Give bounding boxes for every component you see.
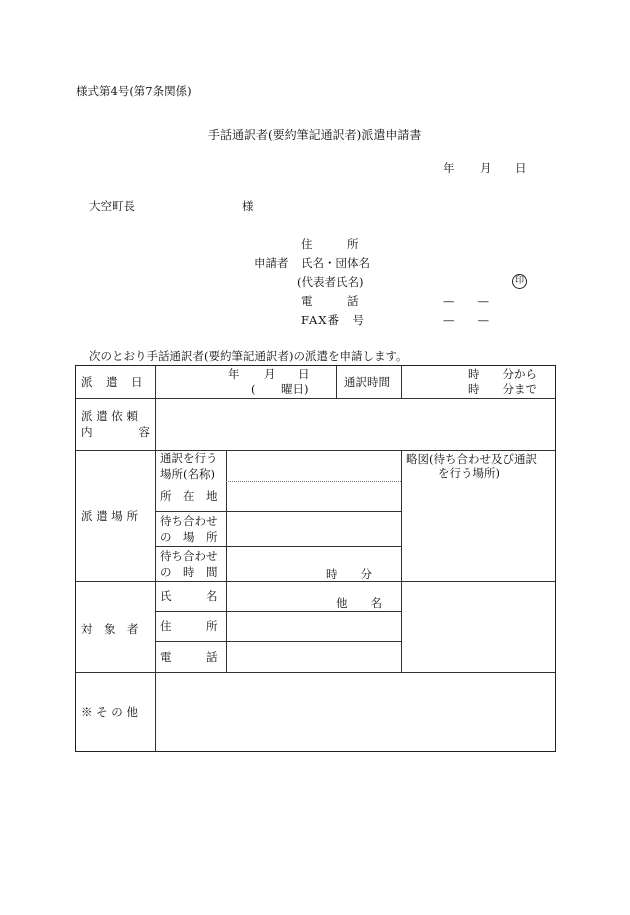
dispatch-date-weekday-open: ( bbox=[251, 382, 256, 396]
map-column-divider bbox=[401, 450, 402, 672]
dotted-divider bbox=[226, 481, 401, 482]
meet-time-label-line1: 待ち合わせ bbox=[160, 549, 218, 563]
request-content-label-line2: 内 容 bbox=[81, 425, 150, 439]
dispatch-date-month: 月 bbox=[264, 367, 276, 381]
applicant-address-label: 住 所 bbox=[301, 237, 359, 251]
interpret-time-label: 通訳時間 bbox=[344, 375, 390, 389]
dispatch-place-label: 派 遣 場 所 bbox=[81, 509, 138, 523]
sublabel-column-divider bbox=[226, 450, 227, 672]
row-divider bbox=[76, 398, 555, 399]
applicant-representative-label: (代表者氏名) bbox=[297, 275, 364, 289]
row-divider bbox=[76, 672, 555, 673]
map-label-line2: を行う場所) bbox=[438, 466, 500, 480]
interpret-time-from: 時 分から bbox=[468, 367, 537, 381]
row-divider bbox=[156, 546, 401, 547]
request-form-table bbox=[75, 365, 556, 752]
location-label: 所 在 地 bbox=[160, 489, 218, 503]
meet-place-label-line1: 待ち合わせ bbox=[160, 514, 218, 528]
column-divider bbox=[336, 366, 337, 398]
request-content-label-line1: 派 遣 依 頼 bbox=[81, 409, 138, 423]
row-divider bbox=[76, 581, 555, 582]
target-person-label: 対 象 者 bbox=[81, 622, 139, 636]
target-others-count: 他 名 bbox=[336, 596, 382, 610]
applicant-fax-label: FAX番 号 bbox=[301, 313, 365, 327]
applicant-phone-label: 電 話 bbox=[301, 294, 359, 308]
form-number: 様式第4号(第7条関係) bbox=[76, 84, 192, 98]
row-divider bbox=[156, 641, 401, 642]
applicant-label: 申請者 bbox=[254, 256, 289, 270]
applicant-name-label: 氏名・団体名 bbox=[301, 256, 370, 270]
form-title: 手話通訳者(要約筆記通訳者)派遣申請書 bbox=[208, 128, 422, 142]
venue-label-line2: 場所(名称) bbox=[160, 467, 215, 481]
intro-text: 次のとおり手話通訳者(要約筆記通訳者)の派遣を申請します。 bbox=[89, 349, 408, 363]
meet-time-label-line2: の 時 間 bbox=[160, 565, 218, 579]
applicant-phone-dashes: — — bbox=[443, 294, 489, 308]
date-month: 月 bbox=[480, 161, 492, 175]
dispatch-date-year: 年 bbox=[228, 367, 240, 381]
target-address-label: 住 所 bbox=[160, 619, 218, 633]
other-notes-label: ※ そ の 他 bbox=[81, 705, 138, 719]
addressee-name: 大空町長 bbox=[89, 199, 135, 213]
meet-place-label-line2: の 場 所 bbox=[160, 530, 218, 544]
meet-time-value: 時 分 bbox=[326, 567, 372, 581]
label-column-divider bbox=[155, 366, 156, 751]
venue-label-line1: 通訳を行う bbox=[160, 451, 218, 465]
interpret-time-to: 時 分まで bbox=[468, 382, 537, 396]
row-divider bbox=[156, 611, 401, 612]
dispatch-date-label: 派 遣 日 bbox=[81, 375, 144, 389]
date-day: 日 bbox=[515, 161, 527, 175]
row-divider bbox=[156, 511, 401, 512]
addressee-honorific: 様 bbox=[242, 199, 254, 213]
target-name-label: 氏 名 bbox=[160, 589, 218, 603]
date-year: 年 bbox=[443, 161, 455, 175]
applicant-fax-dashes: — — bbox=[443, 313, 489, 327]
column-divider bbox=[401, 366, 402, 398]
seal-mark: 印 bbox=[512, 274, 527, 289]
map-label-line1: 略図(待ち合わせ及び通訳 bbox=[406, 452, 537, 466]
dispatch-date-day: 日 bbox=[298, 367, 310, 381]
dispatch-date-weekday: 曜日) bbox=[281, 382, 309, 396]
target-phone-label: 電 話 bbox=[160, 650, 218, 664]
